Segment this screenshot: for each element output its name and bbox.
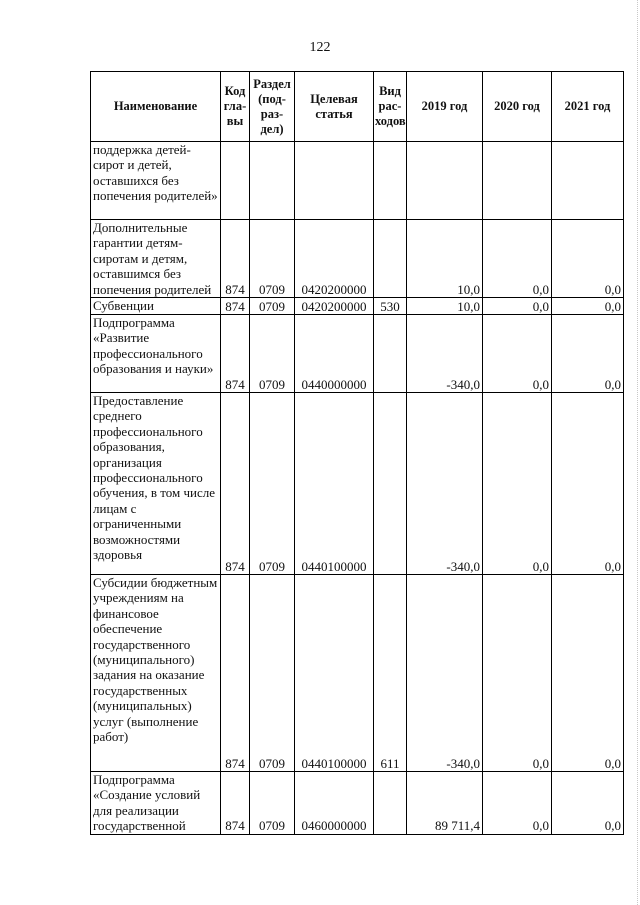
row-section: 0709: [250, 575, 295, 772]
header-expense-type: Вид рас-ходов: [374, 72, 407, 142]
row-name: Подпрограмма «Создание условий для реализации государственной: [91, 772, 221, 835]
row-expense: [374, 772, 407, 835]
row-expense: [374, 142, 407, 220]
row-section: 0709: [250, 315, 295, 393]
table-row: [91, 393, 624, 575]
row-section: 0709: [250, 220, 295, 298]
row-2020: 0,0: [483, 393, 552, 575]
row-target: [295, 142, 374, 220]
row-chapter: 874: [221, 298, 250, 315]
row-section: [250, 142, 295, 220]
header-2021: 2021 год: [552, 72, 624, 142]
table-row: [91, 315, 624, 393]
header-section: Раздел (под-раз-дел): [250, 72, 295, 142]
row-target: 0460000000: [295, 772, 374, 835]
header-2020: 2020 год: [483, 72, 552, 142]
row-2021: [552, 142, 624, 220]
table-row: [91, 298, 624, 315]
row-2019: [407, 142, 483, 220]
row-2020: 0,0: [483, 575, 552, 772]
row-2021: 0,0: [552, 393, 624, 575]
table-row: [91, 575, 624, 772]
row-target: 0440100000: [295, 575, 374, 772]
row-section: 0709: [250, 772, 295, 835]
row-expense: [374, 393, 407, 575]
row-target: 0440100000: [295, 393, 374, 575]
header-2019: 2019 год: [407, 72, 483, 142]
row-2019: 10,0: [407, 298, 483, 315]
row-chapter: 874: [221, 220, 250, 298]
row-2019: -340,0: [407, 315, 483, 393]
row-2021: 0,0: [552, 575, 624, 772]
row-chapter: 874: [221, 393, 250, 575]
row-target: 0420200000: [295, 220, 374, 298]
row-2020: 0,0: [483, 220, 552, 298]
header-target-article: Целевая статья: [295, 72, 374, 142]
table-row: [91, 220, 624, 298]
row-expense: 611: [374, 575, 407, 772]
row-name: Субсидии бюджетным учреждениям на финансовое обеспечение государственного (муниципального) задания на оказание государственных (муниципальных) услуг (выполнение работ): [91, 575, 221, 772]
page-number: 122: [309, 40, 331, 55]
row-chapter: 874: [221, 772, 250, 835]
row-chapter: [221, 142, 250, 220]
row-section: 0709: [250, 298, 295, 315]
row-target: 0420200000: [295, 298, 374, 315]
row-2019: -340,0: [407, 575, 483, 772]
row-2021: 0,0: [552, 315, 624, 393]
row-2020: 0,0: [483, 772, 552, 835]
table-header-row: [91, 72, 624, 142]
row-2021: 0,0: [552, 220, 624, 298]
row-2021: 0,0: [552, 772, 624, 835]
row-2020: 0,0: [483, 315, 552, 393]
row-2019: 10,0: [407, 220, 483, 298]
row-chapter: 874: [221, 575, 250, 772]
row-2020: 0,0: [483, 298, 552, 315]
row-name: поддержка детей-сирот и детей, оставшихся без попечения родителей»: [91, 142, 221, 220]
row-name: Дополнительные гарантии детям-сиротам и детям, оставшимся без попечения родителей: [91, 220, 221, 298]
budget-table: [90, 71, 624, 835]
row-2020: [483, 142, 552, 220]
row-target: 0440000000: [295, 315, 374, 393]
row-expense: [374, 220, 407, 298]
table-row: [91, 772, 624, 835]
row-2019: 89 711,4: [407, 772, 483, 835]
row-name: Субвенции: [91, 298, 221, 315]
row-name: Подпрограмма «Развитие профессионального образования и науки»: [91, 315, 221, 393]
header-name: Наименование: [91, 72, 221, 142]
row-2021: 0,0: [552, 298, 624, 315]
row-expense: [374, 315, 407, 393]
row-section: 0709: [250, 393, 295, 575]
row-expense: 530: [374, 298, 407, 315]
table-row: [91, 142, 624, 220]
row-chapter: 874: [221, 315, 250, 393]
row-2019: -340,0: [407, 393, 483, 575]
scan-edge-line: [636, 0, 638, 905]
row-name: Предоставление среднего профессионального образования, организация профессионального обучения, в том числе лицам с ограниченными возможностями здоровья: [91, 393, 221, 575]
header-chapter-code: Код гла-вы: [221, 72, 250, 142]
